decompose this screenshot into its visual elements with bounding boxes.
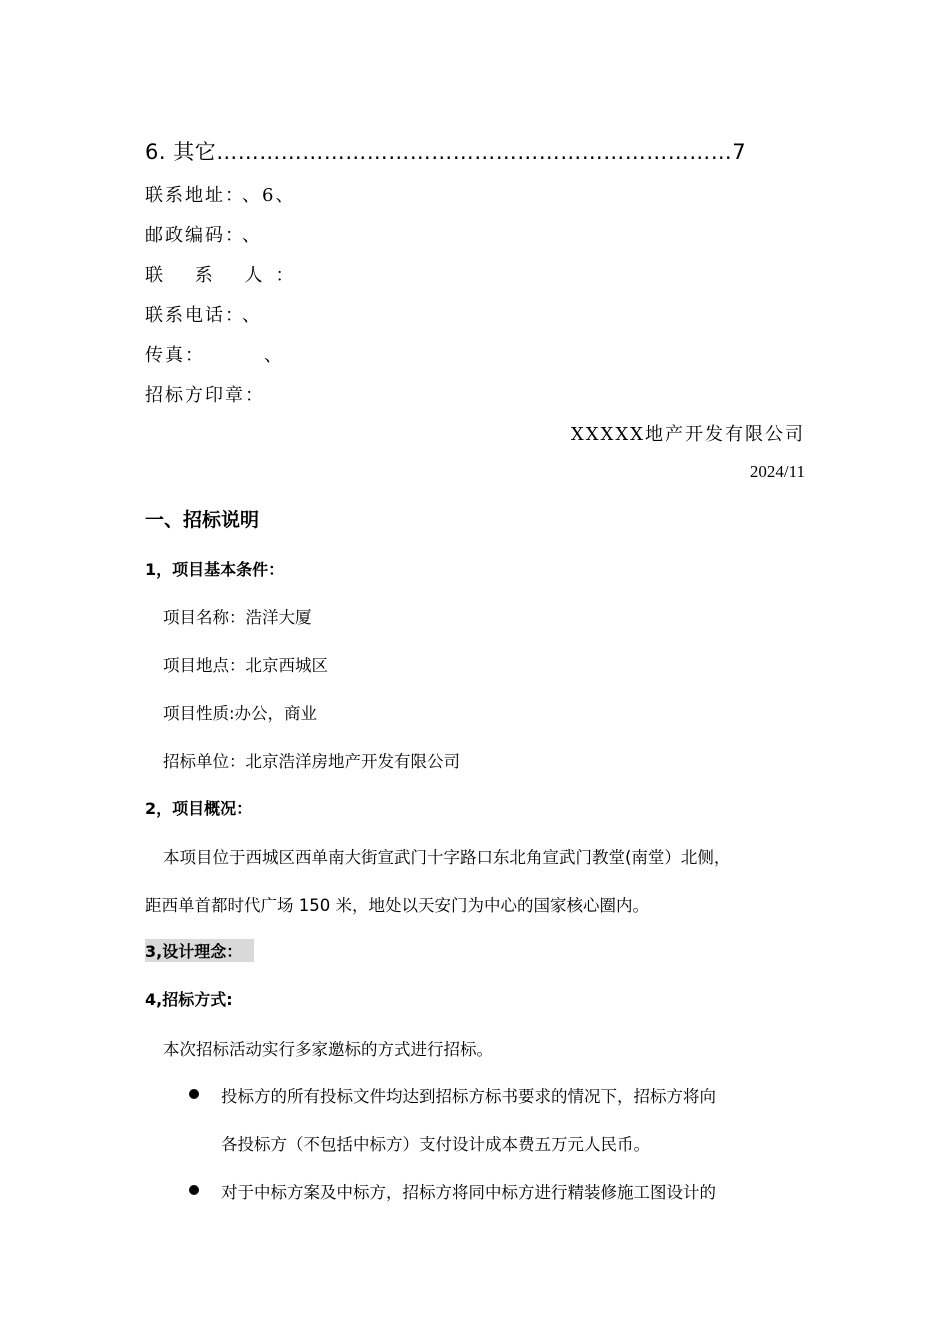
contact-address-value: 、6、 [242, 185, 296, 206]
overview-line2: 距西单首都时代广场 150 米，地处以天安门为中心的国家核心圈内。 [145, 896, 649, 915]
contact-phone-label: 联系电话： [145, 305, 236, 326]
contact-phone-value: 、 [242, 305, 262, 326]
document-date: 2024/11 [749, 462, 805, 481]
tenderer-seal [145, 381, 265, 407]
item3-heading: 3,设计理念： [145, 939, 254, 962]
contact-person [145, 261, 312, 287]
tenderer-seal-label: 招标方印章： [145, 385, 265, 406]
contact-postcode [145, 221, 262, 247]
contact-fax [145, 341, 284, 367]
contact-address-label: 联系地址： [145, 185, 236, 206]
section-title: 一、招标说明 [145, 509, 260, 531]
item2-heading: 2，项目概况： [145, 799, 253, 818]
bullet1-line1: 投标方的所有投标文件均达到招标方标书要求的情况下，招标方将向 [221, 1087, 716, 1106]
contact-person-label: 联 系 人： [145, 265, 307, 286]
contact-phone [145, 301, 262, 327]
tender-unit: 招标单位：北京浩洋房地产开发有限公司 [163, 752, 460, 771]
project-name: 项目名称：浩洋大厦 [163, 608, 312, 627]
bullet2-line1: 对于中标方案及中标方，招标方将同中标方进行精装修施工图设计的 [221, 1183, 716, 1202]
company-name: XXXXX地产开发有限公司 [570, 424, 805, 445]
contact-address [145, 181, 295, 207]
bullet-icon [189, 1185, 199, 1195]
contact-fax-value: 、 [264, 345, 284, 366]
contact-postcode-value: 、 [242, 225, 262, 246]
bullet-icon [189, 1089, 199, 1099]
contact-postcode-label: 邮政编码： [145, 225, 236, 246]
tender-method-intro: 本次招标活动实行多家邀标的方式进行招标。 [163, 1040, 493, 1059]
toc-entry-other: 6. 其它………………………………………………………………7 [145, 140, 747, 164]
bullet1-line2: 各投标方（不包括中标方）支付设计成本费五万元人民币。 [221, 1135, 650, 1154]
contact-fax-label: 传真： [145, 345, 196, 366]
item1-heading: 1，项目基本条件： [145, 560, 285, 579]
project-location: 项目地点：北京西城区 [163, 656, 328, 675]
project-nature: 项目性质:办公，商业 [163, 704, 318, 723]
item4-heading: 4,招标方式: [145, 990, 233, 1009]
overview-line1: 本项目位于西城区西单南大街宣武门十字路口东北角宣武门教堂(南堂）北侧， [163, 848, 731, 867]
